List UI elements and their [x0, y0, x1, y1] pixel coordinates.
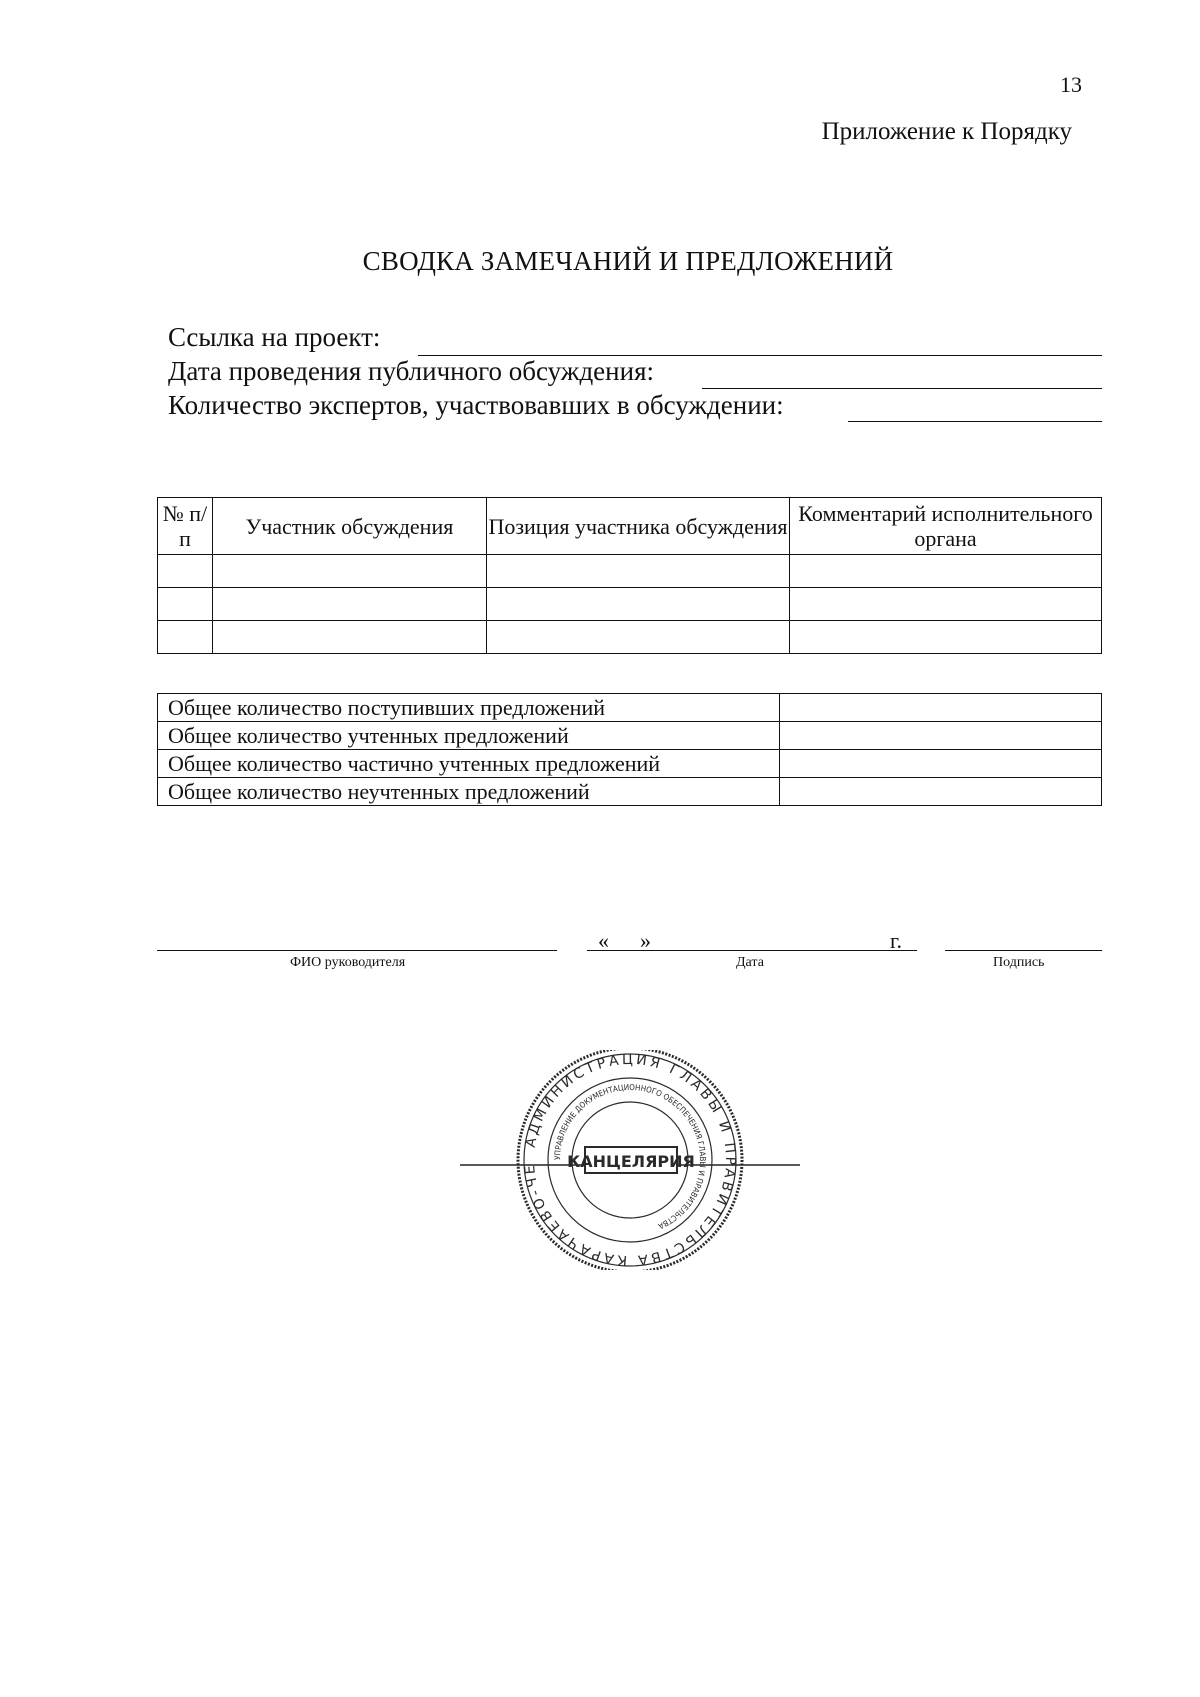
- remarks-table-header: [158, 498, 1102, 555]
- table-row: [158, 555, 1102, 588]
- totals-row: [158, 694, 1102, 722]
- totals-value[interactable]: [780, 750, 1102, 778]
- table-row: [158, 621, 1102, 654]
- date-line[interactable]: [587, 950, 917, 951]
- date-year-suffix: г.: [890, 928, 903, 953]
- totals-label: Общее количество частично учтенных предложений: [158, 750, 780, 778]
- signature-line[interactable]: [945, 950, 1102, 951]
- stamp-center-text: КАНЦЕЛЯРИЯ: [567, 1152, 695, 1171]
- table-cell[interactable]: [213, 555, 487, 588]
- totals-row: [158, 750, 1102, 778]
- project-link-label: Ссылка на проект:: [168, 322, 381, 352]
- head-name-line[interactable]: [157, 950, 557, 951]
- totals-value[interactable]: [780, 722, 1102, 750]
- appendix-label: Приложение к Порядку: [821, 118, 1072, 145]
- table-cell[interactable]: [790, 621, 1102, 654]
- date-quote-close: »: [640, 928, 651, 953]
- experts-count-line[interactable]: [848, 421, 1102, 422]
- date-caption: Дата: [736, 955, 764, 970]
- table-cell[interactable]: [158, 555, 213, 588]
- header-participant: Участник обсуждения: [213, 498, 487, 555]
- table-cell[interactable]: [487, 588, 790, 621]
- page-number: 13: [1060, 72, 1082, 97]
- remarks-table: [157, 497, 1102, 654]
- experts-count-label: Количество экспертов, участвовавших в обсуждении:: [168, 390, 784, 420]
- totals-value[interactable]: [780, 778, 1102, 806]
- header-position: Позиция участника обсуждения: [487, 498, 790, 555]
- table-cell[interactable]: [790, 555, 1102, 588]
- header-number: № п/п: [158, 498, 213, 555]
- totals-label: Общее количество учтенных предложений: [158, 722, 780, 750]
- totals-label: Общее количество поступивших предложений: [158, 694, 780, 722]
- stamp-inner-text: УПРАВЛЕНИЕ ДОКУМЕНТАЦИОННОГО ОБЕСПЕЧЕНИЯ ГЛАВЫ И ПРАВИТЕЛЬСТВА: [552, 1082, 708, 1231]
- table-cell[interactable]: [158, 621, 213, 654]
- head-name-caption: ФИО руководителя: [290, 955, 406, 970]
- table-cell[interactable]: [487, 555, 790, 588]
- stamp-graphic: [460, 1050, 800, 1270]
- document-title: СВОДКА ЗАМЕЧАНИЙ И ПРЕДЛОЖЕНИЙ: [362, 246, 894, 276]
- table-cell[interactable]: [790, 588, 1102, 621]
- table-cell[interactable]: [213, 621, 487, 654]
- totals-row: [158, 778, 1102, 806]
- table-row: [158, 588, 1102, 621]
- official-stamp: [460, 1050, 800, 1270]
- date-quote-open: «: [598, 928, 609, 953]
- stamp-outer-text: АДМИНИСТРАЦИЯ ГЛАВЫ И ПРАВИТЕЛЬСТВА КАРАЧАЕВО-ЧЕ: [521, 1051, 739, 1269]
- totals-label: Общее количество неучтенных предложений: [158, 778, 780, 806]
- signature-caption: Подпись: [993, 955, 1045, 970]
- discussion-date-label: Дата проведения публичного обсуждения:: [168, 356, 654, 386]
- totals-table: [157, 693, 1102, 806]
- header-comment: Комментарий исполнительного органа: [790, 498, 1102, 555]
- totals-value[interactable]: [780, 694, 1102, 722]
- table-cell[interactable]: [487, 621, 790, 654]
- discussion-date-line[interactable]: [702, 388, 1102, 389]
- table-cell[interactable]: [213, 588, 487, 621]
- totals-row: [158, 722, 1102, 750]
- table-cell[interactable]: [158, 588, 213, 621]
